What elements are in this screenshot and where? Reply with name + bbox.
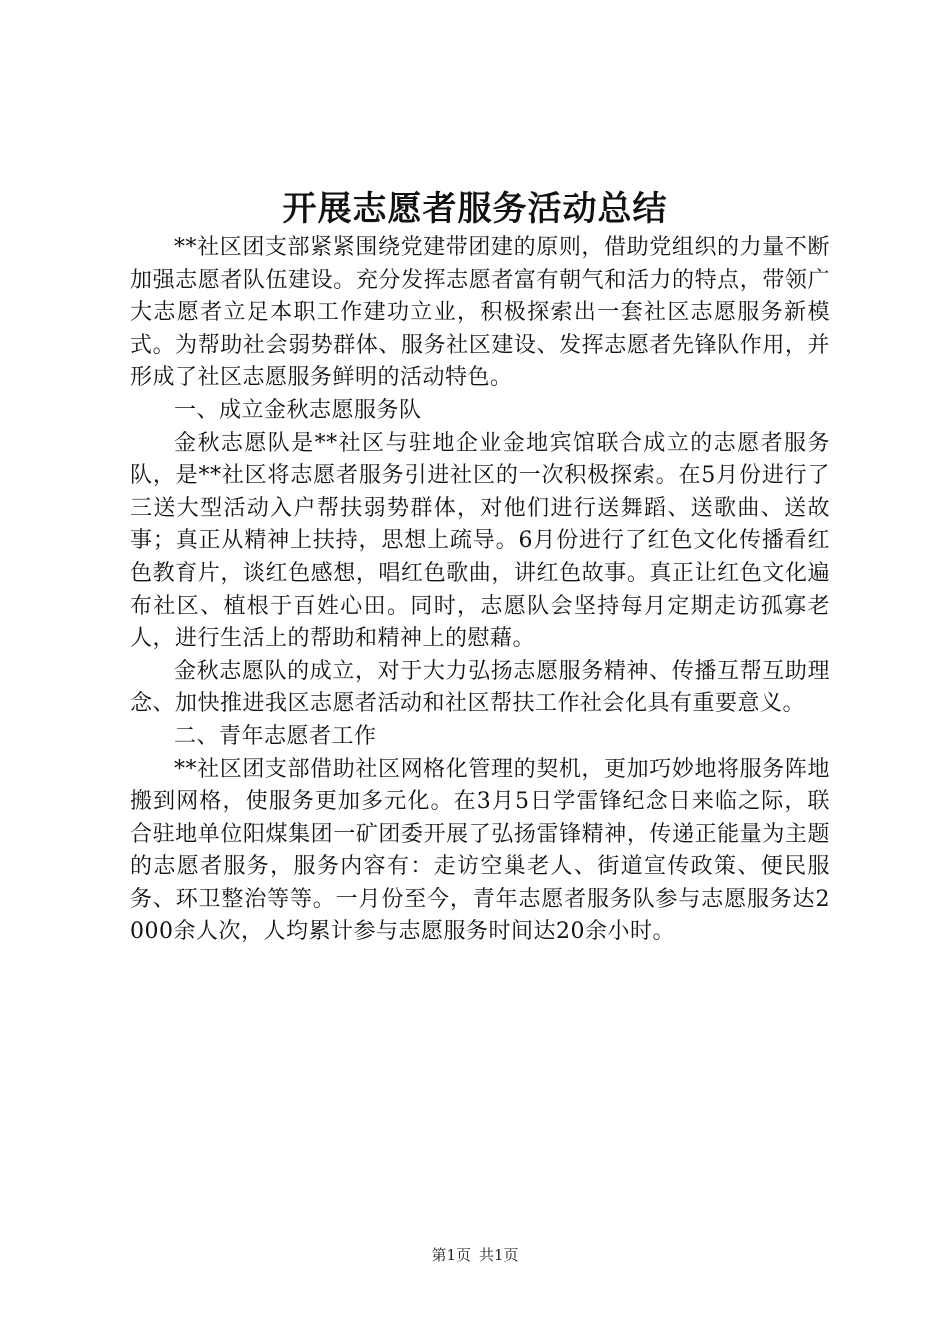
paragraph-section1-body: 金秋志愿队是**社区与驻地企业金地宾馆联合成立的志愿者服务队，是**社区将志愿者服务引进社区的一次积极探索。在5月份进行了三送大型活动入户帮扶弱势群体，对他们进行送舞蹈、送歌曲、送故事；真正从精神上扶持，思想上疏导。6月份进行了红色文化传播看红色教育片，谈红色感想，唱红色歌曲，讲红色故事。真正让红色文化遍布社区、植根于百姓心田。同时，志愿队会坚持每月定期走访孤寡老人，进行生活上的帮助和精神上的慰藉。 (130, 430, 830, 652)
page-total: 共1页 (479, 1246, 519, 1264)
paragraph-section1-significance: 金秋志愿队的成立，对于大力弘扬志愿服务精神、传播互帮互助理念、加快推进我区志愿者活动和社区帮扶工作社会化具有重要意义。 (130, 658, 830, 717)
paragraph-section2-body: **社区团支部借助社区网格化管理的契机，更加巧妙地将服务阵地搬到网格，使服务更加多元化。在3月5日学雷锋纪念日来临之际，联合驻地单位阳煤集团一矿团委开展了弘扬雷锋精神，传递正能量为主题的志愿者服务，服务内容有：走访空巢老人、街道宣传政策、便民服务、环卫整治等等。一月份至今，青年志愿者服务队参与志愿服务达2000余人次，人均累计参与志愿服务时间达20余小时。 (130, 756, 830, 945)
page-number: 第1页 (431, 1246, 471, 1264)
paragraph-intro: **社区团支部紧紧围绕党建带团建的原则，借助党组织的力量不断加强志愿者队伍建设。充分发挥志愿者富有朝气和活力的特点，带领广大志愿者立足本职工作建功立业，积极探索出一套社区志愿服务新模式。为帮助社会弱势群体、服务社区建设、发挥志愿者先锋队作用，并形成了社区志愿服务鲜明的活动特色。 (130, 235, 830, 391)
section-heading-1: 一、成立金秋志愿服务队 (174, 397, 422, 423)
page-footer (0, 1245, 950, 1265)
document-body (130, 232, 830, 949)
section-heading-2: 二、青年志愿者工作 (174, 723, 377, 749)
document-title: 开展志愿者服务活动总结 (282, 189, 668, 229)
